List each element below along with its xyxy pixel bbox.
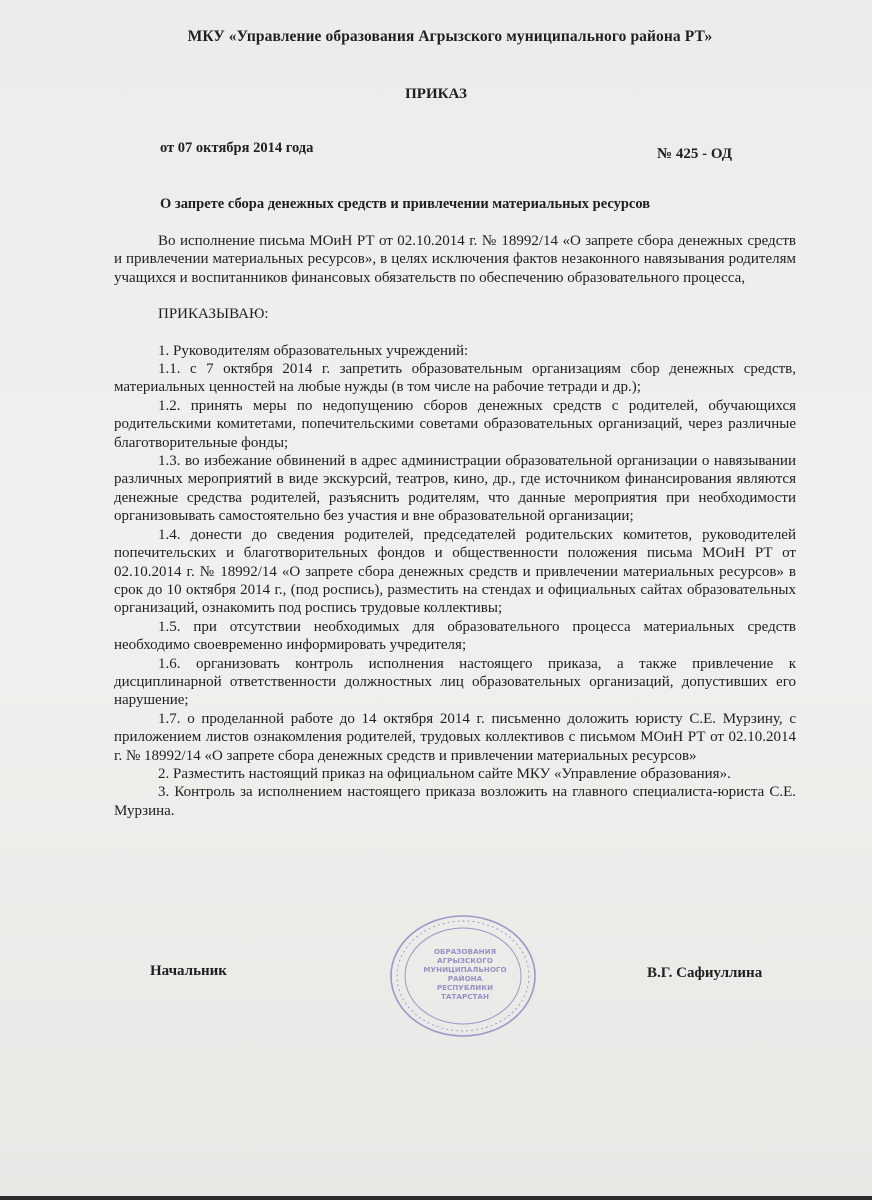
official-seal-stamp xyxy=(387,912,539,1040)
order-item: 1.6. организовать контроль исполнения настоящего приказа, а также привлечение к дисциплинарной ответственности должностных лиц образовательных организаций, допустивших его нарушение; xyxy=(114,655,796,709)
order-command: ПРИКАЗЫВАЮ: xyxy=(158,306,269,323)
order-body xyxy=(114,232,796,820)
document-title: ПРИКАЗ xyxy=(405,86,467,102)
signature-name: В.Г. Сафиуллина xyxy=(647,965,763,981)
seal-line: ОБРАЗОВАНИЯ xyxy=(433,947,497,956)
order-subject: О запрете сбора денежных средств и привлечении материальных ресурсов xyxy=(160,196,651,212)
seal-line: АГРЫЗСКОГО xyxy=(437,956,493,965)
order-item: 1.1. с 7 октября 2014 г. запретить образовательным организациям сбор денежных средств, материальных ценностей на любые нужды (в том числе на рабочие тетради и др.); xyxy=(114,361,796,396)
order-item: 1.7. о проделанной работе до 14 октября 2014 г. письменно доложить юристу С.Е. Мурзину, с приложением листов ознакомления родителей, трудовых коллективов с письмом МОиН РТ от 02.10.2014 г. № 18992/14 «О запрете сбора денежных средств и привлечении материальных ресурсов» xyxy=(114,710,796,764)
seal-line: РАЙОНА xyxy=(447,974,483,983)
signature-position: Начальник xyxy=(150,963,227,979)
order-item: 1. Руководителям образовательных учреждений: xyxy=(158,342,469,359)
intro-paragraph: Во исполнение письма МОиН РТ от 02.10.2014 г. № 18992/14 «О запрете сбора денежных средств и привлечении материальных ресурсов», в целях исключения фактов незаконного навязывания родителям учащихся и воспитанников финансовых обязательств по обеспечению образовательного процесса, xyxy=(114,233,796,286)
organization-header: МКУ «Управление образования Агрызского муниципального района РТ» xyxy=(187,28,713,45)
order-item: 3. Контроль за исполнением настоящего приказа возложить на главного специалиста-юриста С.Е. Мурзина. xyxy=(114,784,796,819)
order-number: № 425 - ОД xyxy=(657,146,733,162)
scan-edge xyxy=(0,1196,872,1200)
seal-line: РЕСПУБЛИКИ xyxy=(436,983,494,992)
seal-line: МУНИЦИПАЛЬНОГО xyxy=(423,965,507,974)
order-item: 2. Разместить настоящий приказ на официальном сайте МКУ «Управление образования». xyxy=(158,765,731,782)
order-item: 1.3. во избежание обвинений в адрес администрации образовательной организации о навязывании различных мероприятий в виде экскурсий, театров, кино, др., где источником финансирования являются денежные средства родителей, разъяснить родителям, что данные мероприятия при необходимости организовывать самостоятельно без участия и вне образовательной организации; xyxy=(114,453,796,525)
seal-line: ТАТАРСТАН xyxy=(441,992,489,1001)
order-item: 1.5. при отсутствии необходимых для образовательного процесса материальных средств необходимо своевременно информировать учредителя; xyxy=(114,618,796,654)
order-item: 1.2. принять меры по недопущению сборов денежных средств с родителей, обучающихся родительскими комитетами, попечительскими советами образовательных организаций, через различные благотворительные фонды; xyxy=(114,397,796,451)
order-item: 1.4. донести до сведения родителей, председателей родительских комитетов, руководителей попечительских и благотворительных фондов и общественности положения письма МОиН РТ от 02.10.2014 г. № 18992/14 «О запрете сбора денежных средств и привлечении материальных ресурсов» в срок до 10 октября 2014 г., (под роспись), разместить на стендах и официальных сайтах образовательных организаций, ознакомить под роспись трудовые коллективы; xyxy=(114,526,796,617)
order-date: от 07 октября 2014 года xyxy=(160,140,314,156)
